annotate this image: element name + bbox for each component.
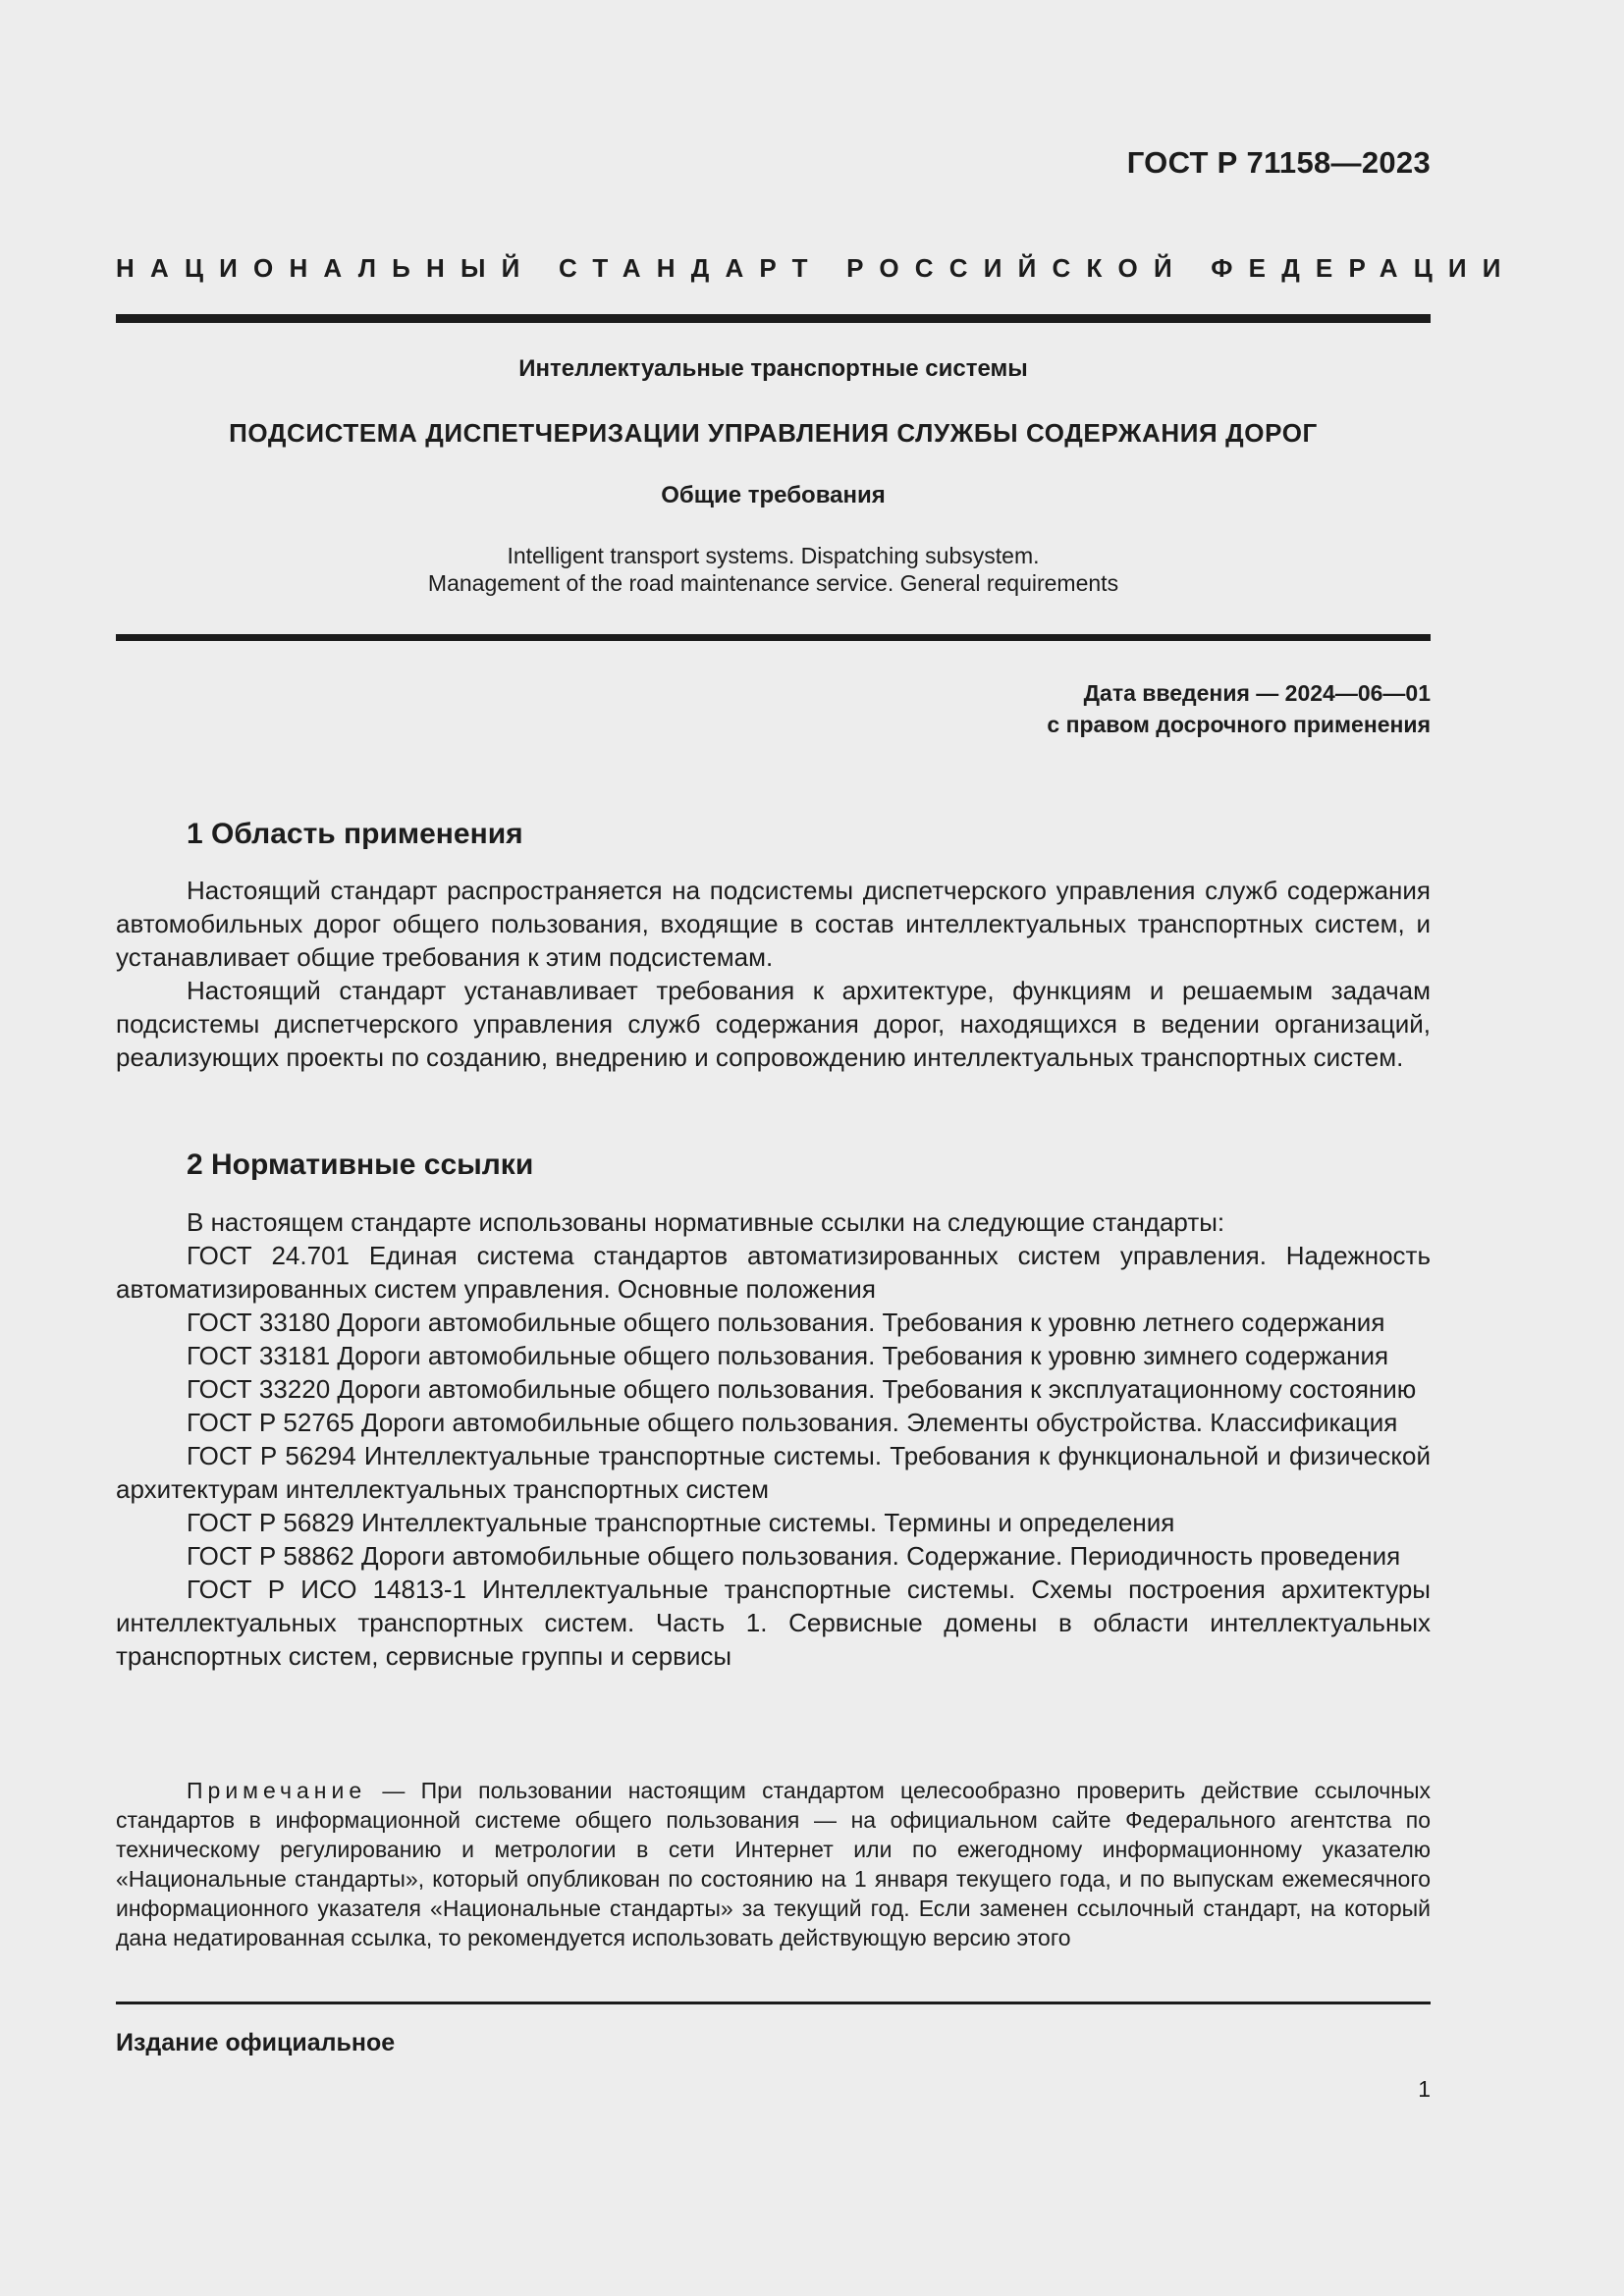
paragraph: Настоящий стандарт распространяется на подсистемы диспетчерского управления служб содержания автомобильных дорог общего пользования, входящие в состав интеллектуальных транспортных систем, и устанавливает общие требования к этим подсистемам.: [116, 876, 1431, 972]
reference-item: ГОСТ Р 56829 Интеллектуальные транспортные системы. Термины и определения: [187, 1508, 1175, 1537]
note-block: [116, 1776, 1431, 1952]
reference-item: ГОСТ 33180 Дороги автомобильные общего пользования. Требования к уровню летнего содержания: [187, 1308, 1385, 1337]
standard-title: ПОДСИСТЕМА ДИСПЕТЧЕРИЗАЦИИ УПРАВЛЕНИЯ СЛУЖБЫ СОДЕРЖАНИЯ ДОРОГ: [229, 418, 1318, 448]
introduction-date: Дата введения — 2024—06—01: [1083, 680, 1431, 706]
paragraph: Настоящий стандарт устанавливает требования к архитектуре, функциям и решаемым задачам подсистемы диспетчерского управления служб содержания дорог, находящихся в ведении организаций, реализующих проекты по созданию, внедрению и сопровождению интеллектуальных транспортных систем.: [116, 976, 1431, 1072]
footer-divider: [116, 2002, 1431, 2004]
standard-subtitle: Общие требования: [661, 482, 886, 508]
section-2-heading: 2 Нормативные ссылки: [187, 1148, 534, 1181]
note-text: — При пользовании настоящим стандартом целесообразно проверить действие ссылочных стандартов в информационной системе общего пользования — на официальном сайте Федерального агентства по техническому регулированию и метрологии в сети Интернет или по ежегодному информационному указателю «Национальные стандарты», который опубликован по состоянию на 1 января текущего года, и по выпускам ежемесячного информационного указателя «Национальные стандарты» за текущий год. Если заменен ссылочный стандарт, на который дана недатированная ссылка, то рекомендуется использовать действующую версию этого: [116, 1778, 1431, 1950]
note-paragraph: [116, 1776, 1431, 1952]
section-1-heading: 1 Область применения: [187, 818, 523, 850]
paragraph: В настоящем стандарте использованы нормативные ссылки на следующие стандарты:: [187, 1207, 1225, 1237]
top-divider: [116, 314, 1431, 323]
english-title-line2: Management of the road maintenance service. General requirements: [427, 570, 1119, 596]
reference-item: ГОСТ 24.701 Единая система стандартов автоматизированных систем управления. Надежность автоматизированных систем управления. Основные положения: [116, 1241, 1431, 1304]
section-2-body: [116, 1205, 1431, 1673]
reference-item: ГОСТ 33181 Дороги автомобильные общего пользования. Требования к уровню зимнего содержания: [187, 1341, 1389, 1370]
reference-item: ГОСТ Р 52765 Дороги автомобильные общего пользования. Элементы обустройства. Классификация: [187, 1408, 1398, 1437]
document-number: ГОСТ Р 71158—2023: [1126, 145, 1431, 180]
section-1-body: [116, 874, 1431, 1074]
national-standard-banner: НАЦИОНАЛЬНЫЙ СТАНДАРТ РОССИЙСКОЙ ФЕДЕРАЦИИ: [116, 253, 1517, 283]
official-edition-label: Издание официальное: [116, 2029, 396, 2056]
reference-item: ГОСТ Р ИСО 14813-1 Интеллектуальные транспортные системы. Схемы построения архитектуры интеллектуальных транспортных систем. Часть 1. Сервисные домены в области интеллектуальных транспортных систем, сервисные группы и сервисы: [116, 1575, 1431, 1671]
page-number: 1: [1418, 2076, 1431, 2102]
english-title: [116, 542, 1431, 597]
reference-item: ГОСТ 33220 Дороги автомобильные общего пользования. Требования к эксплуатационному состоянию: [187, 1374, 1417, 1404]
reference-item: ГОСТ Р 56294 Интеллектуальные транспортные системы. Требования к функциональной и физической архитектурам интеллектуальных транспортных систем: [116, 1441, 1431, 1504]
title-divider: [116, 634, 1431, 641]
reference-item: ГОСТ Р 58862 Дороги автомобильные общего пользования. Содержание. Периодичность проведения: [187, 1541, 1401, 1571]
note-label: Примечание: [187, 1778, 367, 1803]
introduction-date-block: [1047, 677, 1431, 740]
standard-series: Интеллектуальные транспортные системы: [518, 355, 1028, 382]
early-application-note: с правом досрочного применения: [1047, 712, 1431, 737]
english-title-line1: Intelligent transport systems. Dispatching subsystem.: [507, 543, 1040, 568]
